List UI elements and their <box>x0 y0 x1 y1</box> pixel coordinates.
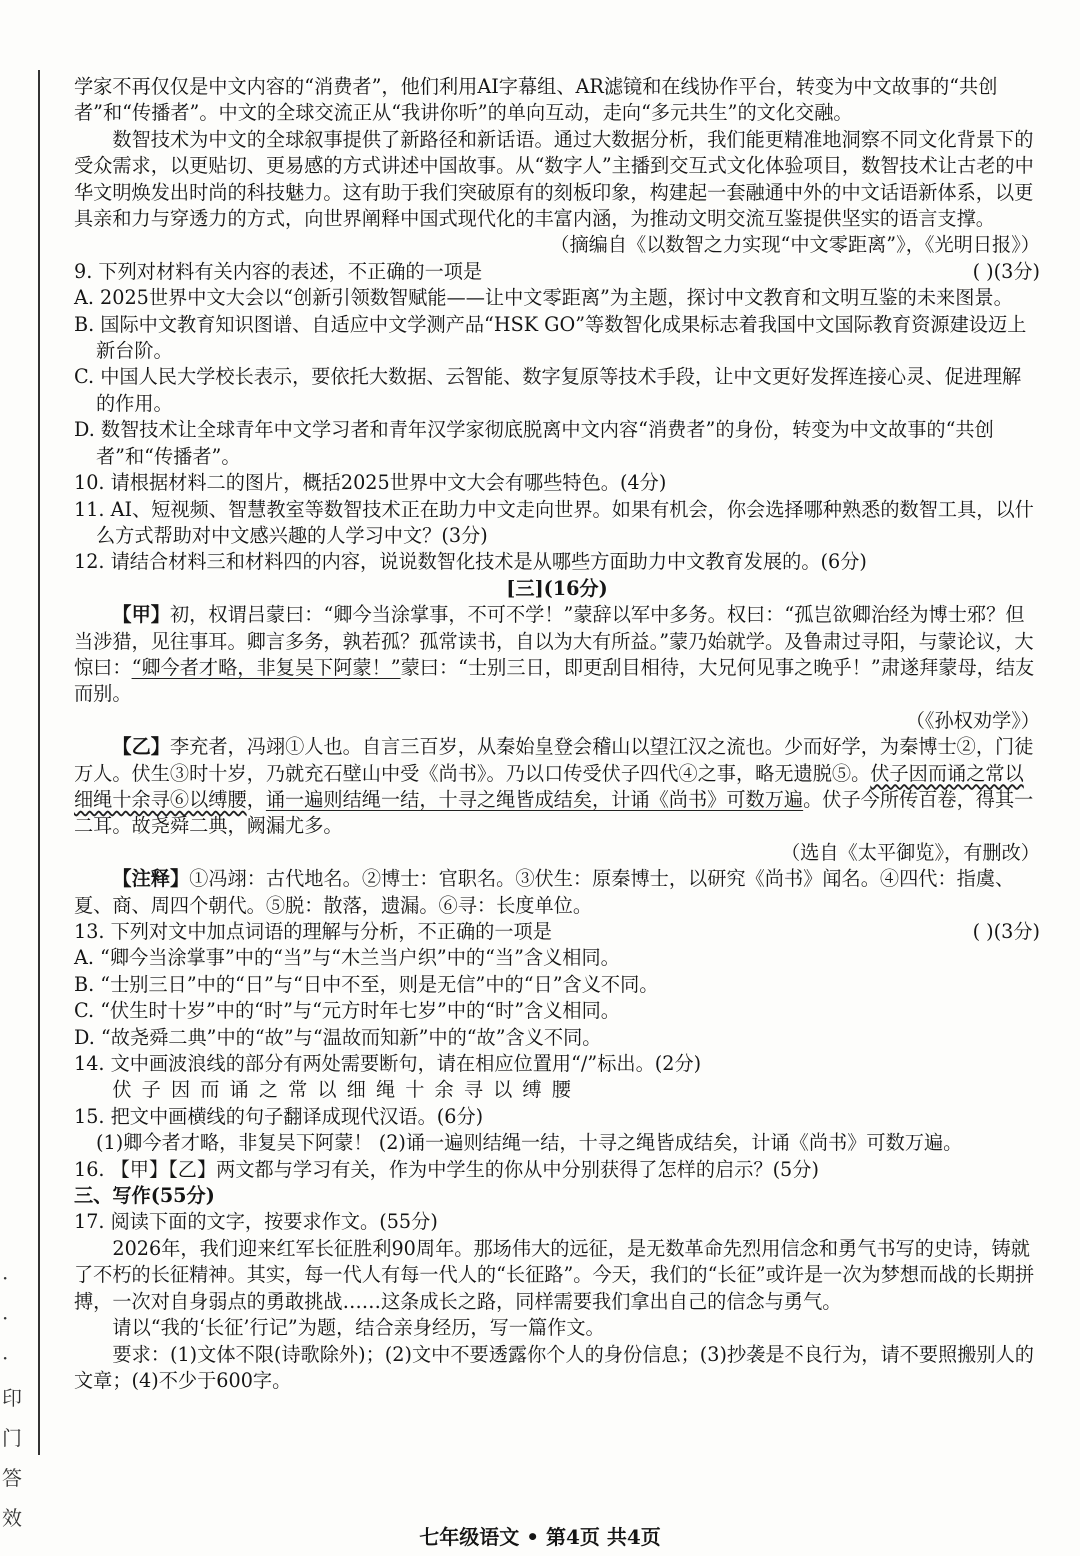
passage-label: 【甲】 <box>112 603 170 627</box>
question-11: 11. AI、短视频、智慧教室等数智技术正在助力中文走向世界。如果有机会，你会选择哪种熟悉的数智工具，以什么方式帮助对中文感兴趣的人学习中文？(3分) <box>74 497 1034 547</box>
question-9 <box>74 259 1040 285</box>
binding-line <box>38 70 40 1455</box>
wavy-underlined-sentence: 伏子因而诵之常以细绳十余寻⑥以缚腰 <box>74 761 1024 811</box>
passage-text: 李充者，冯翊①人也。自言三百岁，从秦始皇登会稽山以望江汉之流也。少而好学，为秦博士②，门徒万人。伏生③时十岁，乃就充石壁山中受《尚书》。乃以口传受伏子四代④之事，略无遗脱⑤。 <box>74 735 1034 785</box>
essay-title-instruction: 请以“我的‘长征’行记”为题，结合亲身经历，写一篇作文。 <box>112 1316 605 1340</box>
material-paragraph: 学家不再仅仅是中文内容的“消费者”，他们利用AI字幕组、AR滤镜和在线协作平台，转变为中文故事的“共创者”和“传播者”。中文的全球交流正从“我讲你听”的单向互动，走向“多元共生”的文化交融。 <box>74 75 998 125</box>
annotations-label: 【注释】 <box>112 867 190 891</box>
passage-source: （选自《太平御览》，有删改） <box>780 840 1040 864</box>
passage-source: （《孙权劝学》） <box>905 708 1040 732</box>
question-12: 12. 请结合材料三和材料四的内容，说说数智化技术是从哪些方面助力中文教育发展的。(6分) <box>74 550 867 574</box>
option-a: A. “卿今当涂掌事”中的“当”与“木兰当户织”中的“当”含义相同。 <box>74 946 620 970</box>
passage-label: 【乙】 <box>112 735 170 759</box>
question-17: 17. 阅读下面的文字，按要求作文。(55分) <box>74 1210 438 1234</box>
annotations-text: ①冯翊：古代地名。②博士：官职名。③伏生：原秦博士，以研究《尚书》闻名。④四代：指虞、夏、商、周四个朝代。⑤脱：散落，遗漏。⑥寻：长度单位。 <box>74 867 1015 917</box>
translation-items: (1)卿今者才略，非复吴下阿蒙！ (2)诵一遍则结绳一结，十寻之绳皆成结矣，计诵《尚书》可数万遍。 <box>96 1131 963 1155</box>
margin-char: · <box>2 1346 9 1370</box>
margin-char: · <box>2 1266 9 1290</box>
passage-text: 初，权谓吕蒙曰：“卿今当涂掌事，不可不学！”蒙辞以军中多务。权曰：“孤岂欲卿治经为博士邪？但当涉猎，见往事耳。卿言多务，孰若孤？孤常读书，自以为大有所益。”蒙乃始就学。及鲁肃过寻阳，与蒙论议，大惊曰： <box>74 603 1034 679</box>
underlined-sentence: 诵一遍则结绳一结，十寻之绳皆成结矣，计诵《尚书》可数万遍 <box>265 787 804 811</box>
underlined-sentence: “卿今者才略，非复吴下阿蒙！” <box>131 655 401 679</box>
answer-blank: ( )(3分) <box>972 259 1040 283</box>
question-14: 14. 文中画波浪线的部分有两处需要断句，请在相应位置用“/”标出。(2分) <box>74 1052 702 1076</box>
margin-char: 印 <box>2 1386 22 1410</box>
margin-char: 效 <box>2 1506 22 1530</box>
page-content <box>74 74 1040 1394</box>
section-writing-title: 三、写作(55分) <box>74 1184 215 1208</box>
margin-char: 门 <box>2 1426 22 1450</box>
margin-char: 答 <box>2 1466 22 1490</box>
essay-prompt: 2026年，我们迎来红军长征胜利90周年。那场伟大的远征，是无数革命先烈用信念和勇气书写的史诗，铸就了不朽的长征精神。其实，每一代人有每一代人的“长征路”。今天，我们的“长征”或许是一次为梦想而战的长期拼搏，一次对自身弱点的勇敢挑战……这条成长之路，同样需要我们拿出自己的信念与勇气。 <box>74 1236 1035 1313</box>
material-source: （摘编自《以数智之力实现“中文零距离”》，《光明日报》） <box>550 233 1040 257</box>
option-d: D. 数智技术让全球青年中文学习者和青年汉学家彻底脱离中文内容“消费者”的身份，转变为中文故事的“共创者”和“传播者”。 <box>74 418 994 468</box>
passage-yi <box>74 734 1040 840</box>
answer-blank: ( )(3分) <box>972 920 1040 943</box>
punctuation: ， <box>246 787 266 811</box>
essay-requirements: 要求：(1)文体不限(诗歌除外)；(2)文中不要透露你个人的身份信息；(3)抄袭是不良行为，请不要照搬别人的文章；(4)不少于600字。 <box>74 1342 1034 1392</box>
passage-text: 。伏子今所传百卷，得其一二耳。故尧舜二典，阙漏尤多。 <box>74 787 1034 838</box>
question-10: 10. 请根据材料二的图片，概括2025世界中文大会有哪些特色。(4分) <box>74 471 667 495</box>
option-a: A. 2025世界中文大会以“创新引领数智赋能——让中文零距离”为主题，探讨中文教育和文明互鉴的未来图景。 <box>74 286 1013 310</box>
option-c: C. 中国人民大学校长表示，要依托大数据、云智能、数字复原等技术手段，让中文更好发挥连接心灵、促进理解的作用。 <box>74 365 1022 415</box>
option-b: B. 国际中文教育知识图谱、自适应中文学测产品“HSK GO”等数智化成果标志着我国中文国际教育资源建设迈上新台阶。 <box>74 312 1027 363</box>
page-footer: 七年级语文 • 第4页 共4页 <box>419 1525 661 1549</box>
question-16: 16. 【甲】【乙】两文都与学习有关，作为中学生的你从中分别获得了怎样的启示？(5分) <box>74 1157 819 1181</box>
annotations <box>74 866 1040 919</box>
passage-text: 蒙曰：“士别三日，即更刮目相待，大兄何见事之晚乎！”肃遂拜蒙母，结友而别。 <box>74 655 1035 706</box>
section-title: [三](16分) <box>506 576 608 600</box>
question-15: 15. 把文中画横线的句子翻译成现代汉语。(6分) <box>74 1104 484 1128</box>
question-stem: 9. 下列对材料有关内容的表述，不正确的一项是 <box>74 259 483 283</box>
question-stem: 13. 下列对文中加点词语的理解与分析，不正确的一项是 <box>74 920 552 943</box>
material-paragraph: 数智技术为中文的全球叙事提供了新路径和新话语。通过大数据分析，我们能更精准地洞察不同文化背景下的受众需求，以更贴切、更易感的方式讲述中国故事。从“数字人”主播到交互式文化体验项目，数智技术让古老的中华文明焕发出时尚的科技魅力。这有助于我们突破原有的刻板印象，构建起一套融通中外的中文话语新体系，以更具亲和力与穿透力的方式，向世界阐释中国式现代化的丰富内涵，为推动文明交流互鉴提供坚实的语言支撑。 <box>74 127 1034 231</box>
question-13 <box>74 919 1040 945</box>
punctuation-sentence: 伏 子 因 而 诵 之 常 以 细 绳 十 余 寻 以 缚 腰 <box>112 1078 573 1102</box>
margin-marks <box>2 1258 26 1538</box>
option-b: B. “士别三日”中的“日”与“日中不至，则是无信”中的“日”含义不同。 <box>74 972 659 996</box>
margin-char: · <box>2 1306 9 1330</box>
option-d: D. “故尧舜二典”中的“故”与“温故而知新”中的“故”含义不同。 <box>74 1025 602 1049</box>
option-c: C. “伏生时十岁”中的“时”与“元方时年七岁”中的“时”含义相同。 <box>74 999 620 1023</box>
passage-jia <box>74 602 1040 708</box>
